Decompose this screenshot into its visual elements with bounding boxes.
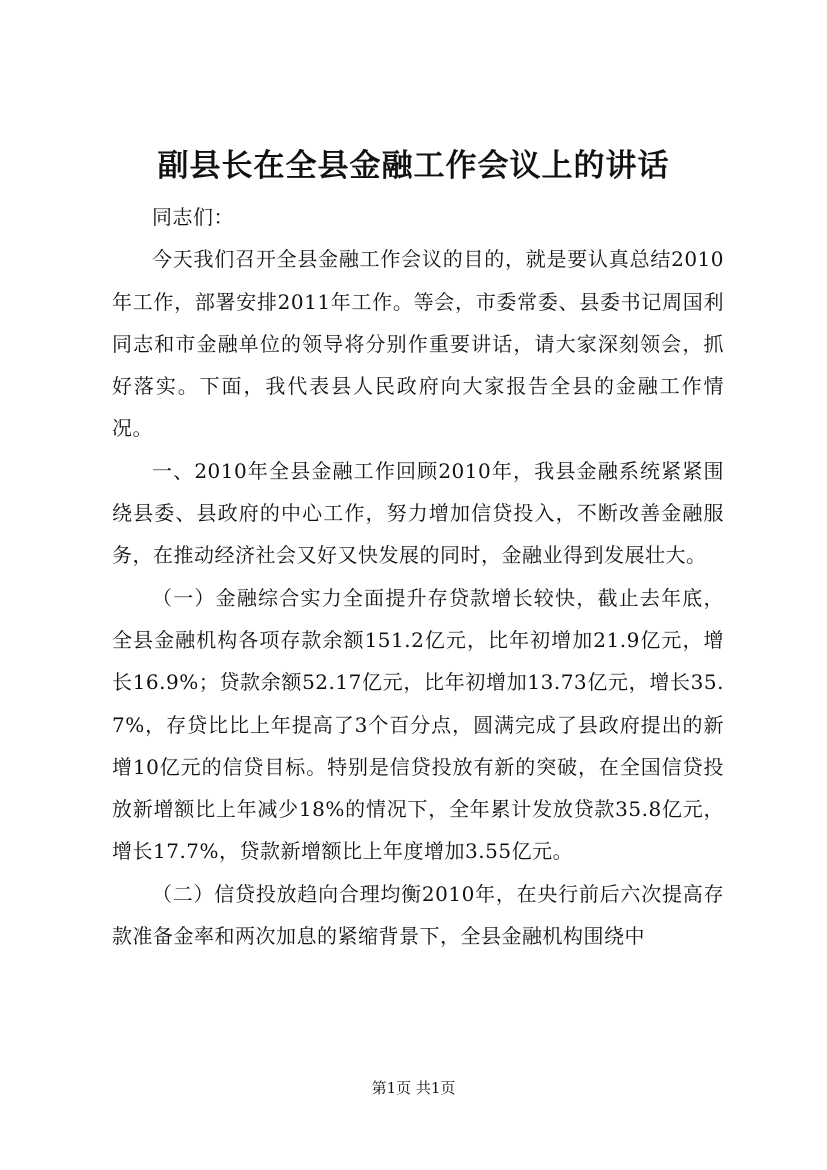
page-number-footer: 第1页 共1页 bbox=[371, 1079, 456, 1097]
document-title: 副县长在全县金融工作会议上的讲话 bbox=[157, 148, 670, 184]
section-one-paragraph: 一、2010年全县金融工作回顾2010年，我县金融系统紧紧围绕县委、县政府的中心工作，努力增加信贷投入，不断改善金融服务，在推动经济社会又好又快发展的同时，金融业得到发展壮大。 bbox=[112, 458, 724, 568]
subsection-two-paragraph: （二）信贷投放趋向合理均衡2010年，在央行前后六次提高存款准备金率和两次加息的紧缩背景下，全县金融机构围绕中 bbox=[112, 881, 724, 949]
subsection-one-paragraph: （一）金融综合实力全面提升存贷款增长较快，截止去年底，全县金融机构各项存款余额151.2亿元，比年初增加21.9亿元，增长16.9%；贷款余额52.17亿元，比年初增加13.73亿元，增长35.7%，存贷比比上年提高了3个百分点，圆满完成了县政府提出的新增10亿元的信贷目标。特别是信贷投放有新的突破，在全国信贷投放新增额比上年减少18%的情况下，全年累计发放贷款35.8亿元，增长17.7%，贷款新增额比上年度增加3.55亿元。 bbox=[112, 585, 724, 864]
document-body bbox=[112, 196, 724, 957]
salutation-paragraph: 同志们： bbox=[152, 205, 234, 229]
intro-paragraph: 今天我们召开全县金融工作会议的目的，就是要认真总结2010年工作，部署安排2011年工作。等会，市委常委、县委书记周国利同志和市金融单位的领导将分别作重要讲话，请大家深刻领会，抓好落实。下面，我代表县人民政府向大家报告全县的金融工作情况。 bbox=[112, 247, 724, 441]
